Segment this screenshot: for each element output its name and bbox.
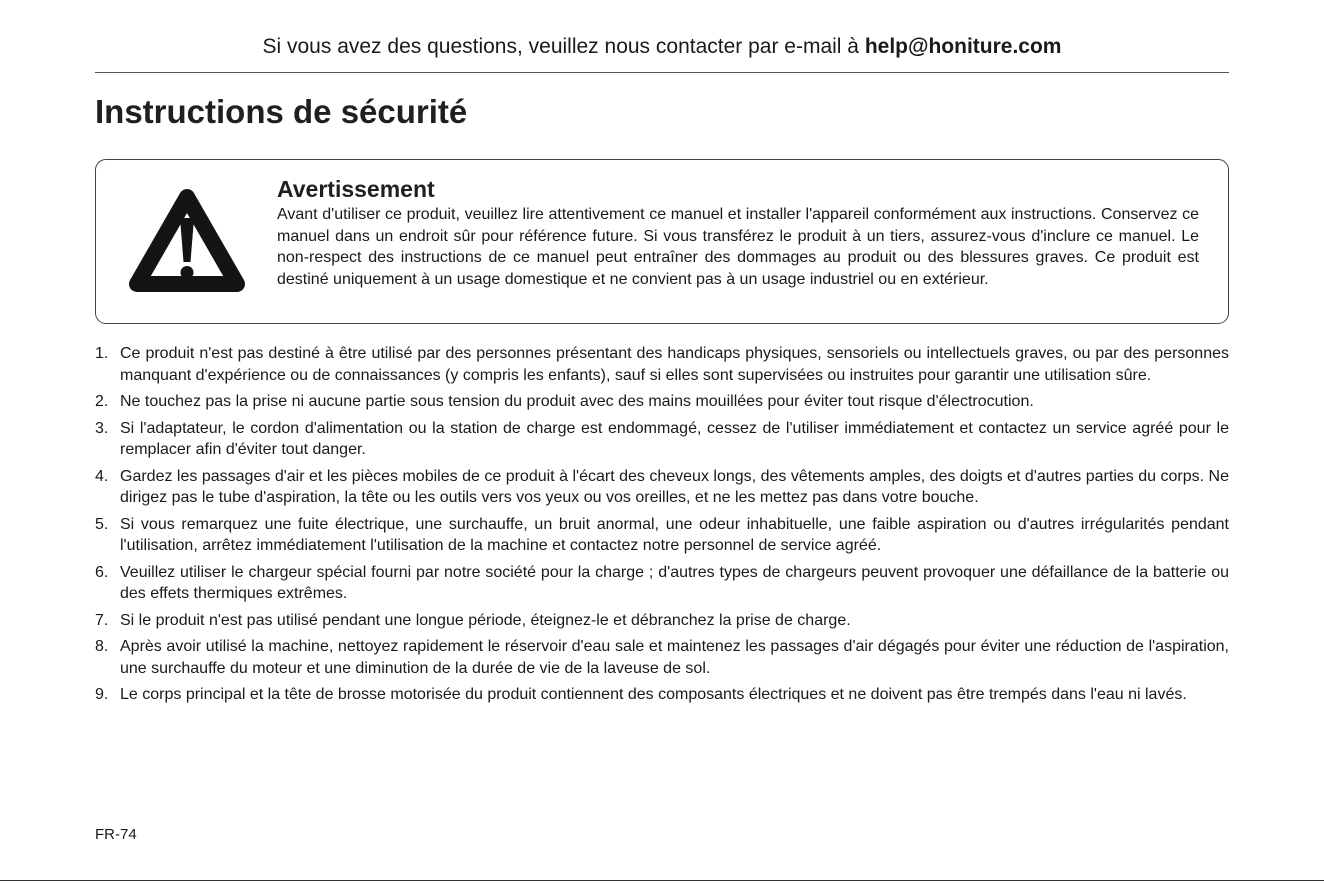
- page-number: FR-74: [95, 826, 137, 843]
- header-divider: [95, 72, 1229, 73]
- list-item: [95, 418, 1229, 461]
- page-title: Instructions de sécurité: [95, 93, 468, 130]
- contact-email: help@honiture.com: [864, 35, 1062, 58]
- item-text: Si l'adaptateur, le cordon d'alimentation ou la station de charge est endommagé, cessez de l'utiliser immédiatement et contactez un service agréé pour le remplacer afin d'éviter tout danger.: [120, 419, 1229, 458]
- contact-header: [0, 34, 1324, 60]
- item-number: 5.: [95, 515, 109, 533]
- item-text: Le corps principal et la tête de brosse motorisée du produit contiennent des composants électriques et ne doivent pas être trempés dans l'eau ni lavés.: [120, 686, 1187, 703]
- item-number: 6.: [95, 563, 109, 581]
- item-text: Veuillez utiliser le chargeur spécial fourni par notre société pour la charge ; d'autres types de chargeurs peuvent provoquer une défaillance de la batterie ou des effets thermiques extrêmes.: [120, 563, 1229, 602]
- item-text: Après avoir utilisé la machine, nettoyez rapidement le réservoir d'eau sale et maintenez les passages d'air dégagés pour éviter une réduction de l'aspiration, une surchauffe du moteur et une diminution de la durée de vie de la laveuse de sol.: [120, 638, 1229, 677]
- item-text: Si le produit n'est pas utilisé pendant une longue période, éteignez-le et débranchez la prise de charge.: [120, 611, 851, 629]
- warning-box: [95, 159, 1229, 324]
- bottom-divider: [0, 880, 1324, 881]
- warning-text: Avant d'utiliser ce produit, veuillez lire attentivement ce manuel et installer l'appareil conformément aux instructions. Conservez ce manuel dans un endroit sûr pour référence future. Si vous transférez le produit à un tiers, assurez-vous d'inclure ce manuel. Le non-respect des instructions de ce manuel peut entraîner des dommages au produit ou des blessures graves. Ce produit est destiné uniquement à un usage domestique et ne convient pas à un usage industriel ou en extérieur.: [277, 206, 1199, 288]
- list-item: [95, 466, 1229, 509]
- warning-title: Avertissement: [277, 176, 435, 202]
- contact-text: Si vous avez des questions, veuillez nous contacter par e-mail à: [262, 35, 865, 58]
- item-number: 4.: [95, 467, 109, 485]
- list-item: [95, 610, 1229, 632]
- item-text: Gardez les passages d'air et les pièces mobiles de ce produit à l'écart des cheveux longs, des vêtements amples, des doigts et d'autres parties du corps. Ne dirigez pas le tube d'aspiration, la tête ou les outils vers vos yeux ou vos oreilles, et ne les mettez pas dans votre bouche.: [120, 467, 1229, 506]
- item-number: 3.: [95, 419, 109, 437]
- item-number: 2.: [95, 393, 109, 410]
- item-number: 7.: [95, 611, 109, 629]
- list-item: [95, 514, 1229, 557]
- warning-triangle-icon: [126, 184, 248, 297]
- item-number: 9.: [95, 686, 109, 703]
- item-number: 8.: [95, 638, 109, 655]
- list-item: [95, 636, 1229, 679]
- item-number: 1.: [95, 345, 109, 362]
- safety-instructions-list: [95, 343, 1229, 711]
- list-item: [95, 343, 1229, 386]
- item-text: Ne touchez pas la prise ni aucune partie sous tension du produit avec des mains mouillées pour éviter tout risque d'électrocution.: [120, 393, 1034, 410]
- item-text: Si vous remarquez une fuite électrique, une surchauffe, un bruit anormal, une odeur inhabituelle, une faible aspiration ou d'autres irrégularités pendant l'utilisation, arrêtez immédiatement l'utilisation de la machine et contactez notre personnel de service agréé.: [120, 515, 1229, 554]
- list-item: [95, 391, 1229, 413]
- list-item: [95, 684, 1229, 706]
- item-text: Ce produit n'est pas destiné à être utilisé par des personnes présentant des handicaps physiques, sensoriels ou intellectuels graves, ou par des personnes manquant d'expérience ou de connaissances (y compris les enfants), sauf si elles sont supervisées ou instruites pour garantir une utilisation sûre.: [120, 345, 1229, 384]
- list-item: [95, 562, 1229, 605]
